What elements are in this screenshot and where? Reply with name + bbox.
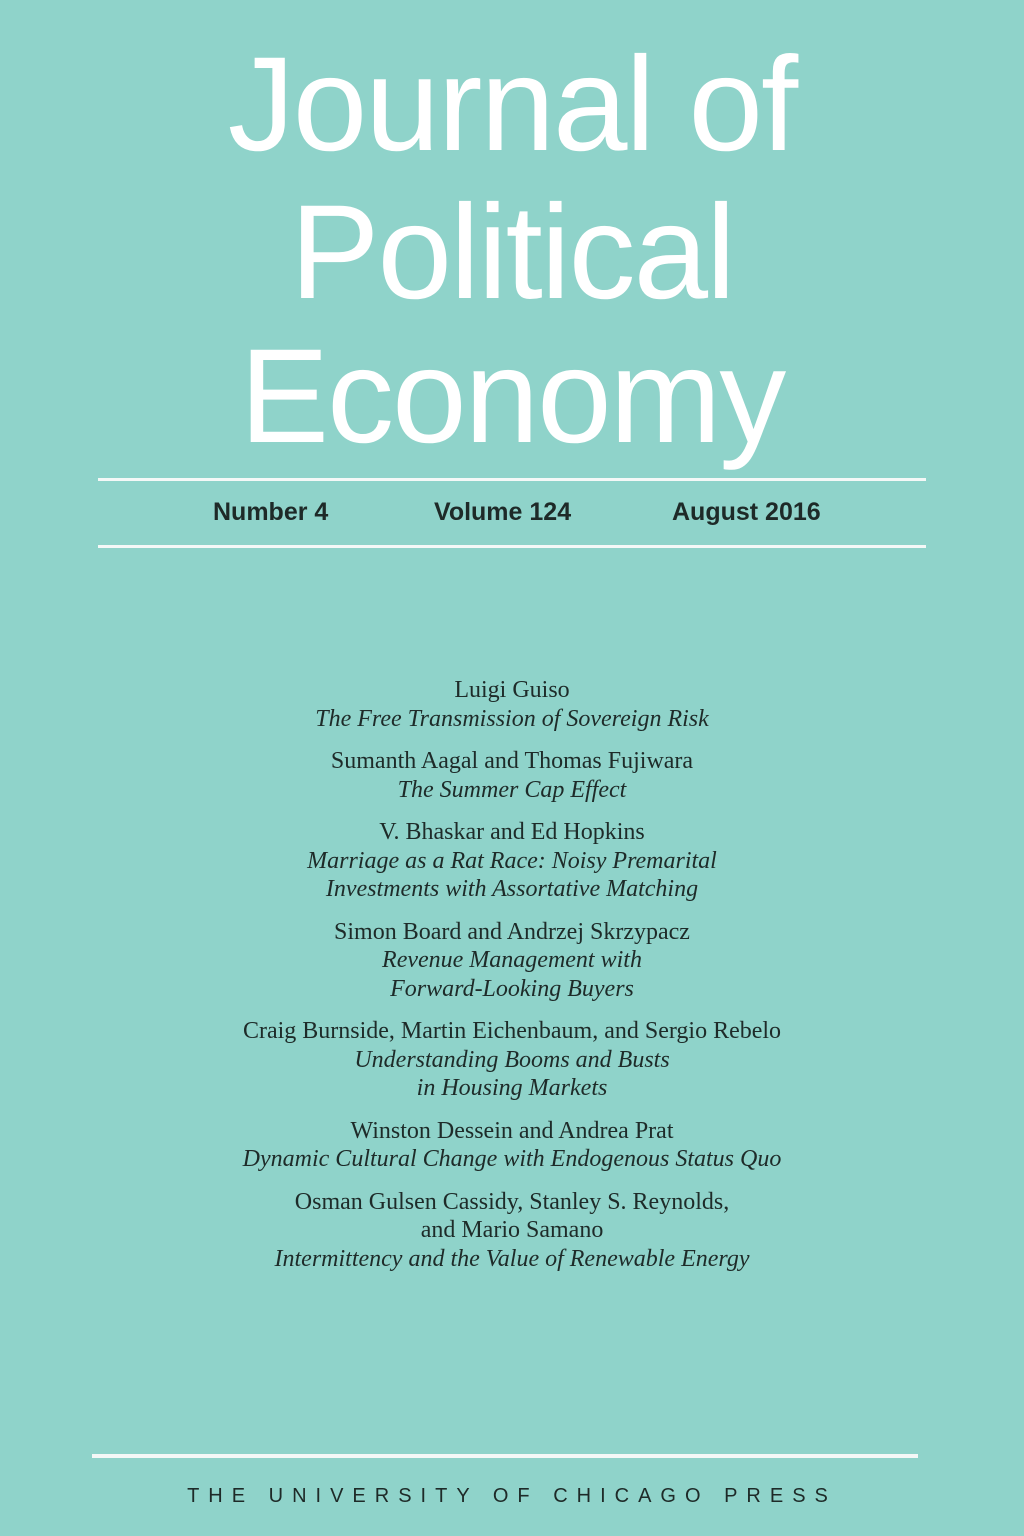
article-title: Understanding Booms and Busts in Housing Markets xyxy=(354,1046,670,1101)
article-title: The Free Transmission of Sovereign Risk xyxy=(315,705,709,732)
issue-volume: Volume 124 xyxy=(434,498,572,526)
article-entry xyxy=(0,818,1024,904)
article-authors: Winston Dessein and Andrea Prat xyxy=(350,1117,674,1144)
journal-title-line-1: Journal of xyxy=(227,30,797,179)
bottom-divider xyxy=(92,1454,918,1458)
article-entry xyxy=(0,1117,1024,1174)
article-authors: Luigi Guiso xyxy=(454,677,570,703)
article-entry xyxy=(0,1017,1024,1103)
table-of-contents xyxy=(0,676,1024,1287)
issue-date: August 2016 xyxy=(672,498,821,526)
article-authors: V. Bhaskar and Ed Hopkins xyxy=(379,819,645,845)
middle-divider xyxy=(98,545,926,548)
article-entry xyxy=(0,918,1024,1004)
article-title: Intermittency and the Value of Renewable Energy xyxy=(274,1245,750,1272)
article-entry xyxy=(0,1188,1024,1274)
journal-title-line-2: Political xyxy=(290,178,734,327)
article-title: The Summer Cap Effect xyxy=(397,776,627,803)
article-authors: Simon Board and Andrzej Skrzypacz xyxy=(334,918,690,945)
top-divider xyxy=(98,478,926,481)
article-title: Dynamic Cultural Change with Endogenous Status Quo xyxy=(242,1146,782,1172)
article-authors: Osman Gulsen Cassidy, Stanley S. Reynolds, and Mario Samano xyxy=(294,1188,730,1243)
article-authors: Craig Burnside, Martin Eichenbaum, and Sergio Rebelo xyxy=(242,1018,782,1044)
journal-title-line-3: Economy xyxy=(239,322,785,471)
article-entry xyxy=(0,747,1024,804)
article-entry xyxy=(0,676,1024,733)
article-title: Revenue Management with Forward-Looking Buyers xyxy=(382,947,642,1002)
article-authors: Sumanth Aagal and Thomas Fujiwara xyxy=(330,748,694,774)
issue-number: Number 4 xyxy=(213,498,329,526)
article-title: Marriage as a Rat Race: Noisy Premarital Investments with Assortative Matching xyxy=(307,847,717,902)
publisher-name: THE UNIVERSITY OF CHICAGO PRESS xyxy=(187,1485,837,1507)
